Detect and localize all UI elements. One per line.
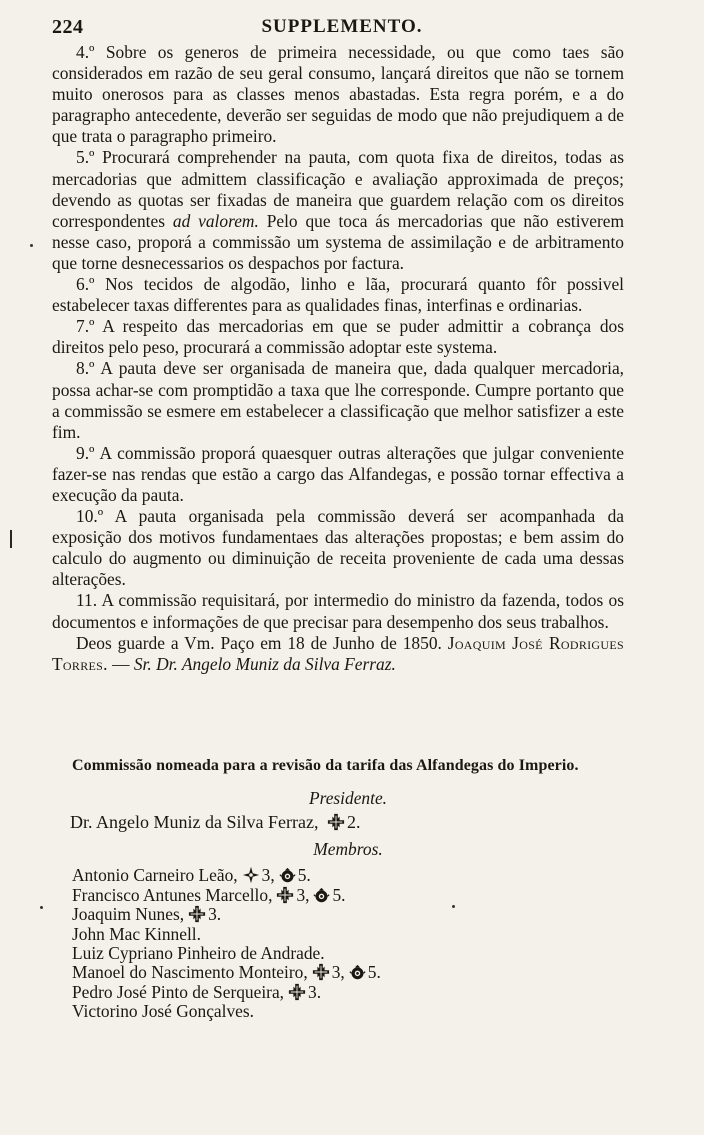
paragraph-text: A respeito das mercadorias em que se puder admittir a cobrança dos direitos pelo peso, procurará a commissão adoptar este systema. [52, 316, 624, 358]
order-cross-icon [288, 983, 306, 1001]
paragraph-text: A pauta deve ser organisada de maneira que, dada qualquer mercadoria, possa achar-se com promptidão a taxa que lhe corresponde. Cumpre portanto que a commissão se esmere em estabelecer a classificação que melhor satisfizer a este fim. [52, 358, 625, 442]
order-cross-icon [276, 886, 294, 904]
signatory-name: Joaquim José Rodrigues Torres. [52, 632, 624, 674]
member-name: John Mac Kinnell. [72, 923, 201, 944]
paragraph-5 [52, 147, 624, 274]
order-grade: 3, [261, 865, 275, 886]
member-entry [52, 886, 644, 905]
paragraph-10 [52, 506, 624, 590]
paragraph-9 [52, 443, 624, 506]
president-heading: Presidente. [308, 788, 388, 808]
paragraph-number: 5.º [76, 147, 95, 168]
paragraph-text: Procurará comprehender na pauta, com quota fixa de direitos, todas as mercadorias que admittem classificação e avaliação approximada de preços; devendo as quotas ser fixadas de maneira que guardem relação com os direitos correspondentes [52, 147, 624, 231]
orders-container [308, 962, 381, 982]
commission-heading: Commissão nomeada para a revisão da tarifa das Alfandegas do Imperio. [72, 757, 579, 774]
member-entry [52, 963, 644, 982]
order-grade: 3, [296, 884, 310, 905]
orders-container [184, 904, 221, 924]
member-name: Dr. Angelo Muniz da Silva Ferraz, [70, 812, 319, 832]
paragraph-number: 4.º [76, 42, 95, 62]
order-grade: 5. [297, 865, 311, 886]
paragraph-4 [52, 42, 624, 147]
margin-speck [452, 905, 455, 908]
margin-speck [40, 906, 43, 909]
member-name: Luiz Cypriano Pinheiro de Andrade. [72, 943, 325, 964]
paragraph-text: A pauta organisada pela commissão deverá ser acompanhada da exposição dos motivos fundamentaes das alterações propostas; e bem assim do calculo do augmento ou diminuição de receita proveniente de cada uma dessas alterações. [52, 506, 624, 590]
commission-section [52, 757, 644, 1022]
paragraph-number: 10.º [76, 506, 104, 527]
orders-container [272, 885, 345, 905]
order-cross-icon [188, 905, 206, 923]
member-entry [52, 905, 644, 924]
order-grade: 3. [208, 904, 222, 925]
order-grade: 5. [332, 884, 346, 905]
president-entry [52, 813, 644, 832]
paragraph-text: Sobre os generos de primeira necessidade, ou que como taes são considerados em razão de seu geral consumo, lançará direitos que não se tornem muito onerosos para as classes menos abastadas. Esta regra porém, e a do paragrapho antecedente, deverão ser seguidas de modo que não prejudiquem a de que trata o paragrapho primeiro. [52, 42, 624, 147]
order-grade: 3. [308, 981, 322, 1002]
page-header [52, 16, 632, 42]
members-list [52, 866, 644, 1021]
paragraph-11 [52, 590, 624, 632]
paragraph-6 [52, 274, 624, 316]
paragraph-text: A commissão requisitará, por intermedio do ministro da fazenda, todos os documentos e informações de que precisar para desempenho dos seus trabalhos. [52, 590, 624, 632]
member-entry [52, 925, 644, 944]
orders-container [284, 982, 321, 1002]
order-star-cross-icon [242, 866, 260, 884]
signature-dash: — [112, 653, 130, 674]
paragraph-number: 7.º [76, 316, 95, 337]
member-name: Victorino José Gonçalves. [72, 1001, 254, 1022]
order-grade: 3, [331, 962, 345, 983]
order-grade: 2. [346, 812, 361, 832]
member-name: Joaquim Nunes, [72, 904, 185, 925]
paragraph-text: Nos tecidos de algodão, linho e lãa, procurará quanto fôr possivel estabelecer taxas differentes para as qualidades finas, interfinas e ordinarias. [52, 274, 624, 316]
paragraph-text-continued: Pelo que toca ás mercadorias que não estiverem nesse caso, proporá a commissão um systema de assimilação e de arbitramento que torne desnecessarios os despachos por factura. [52, 210, 624, 273]
member-entry [52, 983, 644, 1002]
signature-block [52, 633, 624, 675]
paragraph-7 [52, 316, 624, 358]
paragraph-number: 8.º [76, 358, 95, 379]
addressee: Sr. Dr. Angelo Muniz da Silva Ferraz. [133, 653, 396, 674]
orders-container [238, 865, 311, 885]
margin-speck [30, 244, 33, 247]
order-rose-icon [279, 867, 296, 884]
order-rose-icon [349, 964, 366, 981]
order-rose-icon [313, 887, 330, 904]
margin-mark [10, 530, 12, 548]
members-heading: Membros. [313, 839, 383, 860]
closing-text: Deos guarde a Vm. Paço em 18 de Junho de 1850. [76, 632, 442, 653]
member-name: Pedro José Pinto de Serqueira, [72, 981, 285, 1002]
paragraph-text: A commissão proporá quaesquer outras alterações que julgar conveniente fazer-se nas rendas que estão a cargo das Alfandegas, e possão tornar effectiva a execução da pauta. [52, 442, 624, 505]
running-title: SUPPLEMENTO. [261, 16, 423, 37]
order-cross-icon [312, 963, 330, 981]
instructions-body [52, 42, 624, 675]
member-name: Manoel do Nascimento Monteiro, [72, 962, 308, 983]
paragraph-number: 11. [76, 590, 98, 611]
page-number: 224 [52, 16, 84, 38]
paragraph-number: 9.º [76, 442, 95, 463]
orders-container [323, 812, 361, 832]
member-name: Francisco Antunes Marcello, [72, 884, 273, 905]
paragraph-number: 6.º [76, 274, 95, 295]
member-name: Antonio Carneiro Leão, [72, 865, 238, 886]
member-entry [52, 866, 644, 885]
member-entry [52, 944, 644, 963]
paragraph-italic-term: ad valorem. [172, 210, 259, 231]
order-cross-icon [327, 813, 345, 831]
member-entry [52, 1002, 644, 1021]
order-grade: 5. [367, 962, 381, 983]
paragraph-8 [52, 358, 624, 442]
